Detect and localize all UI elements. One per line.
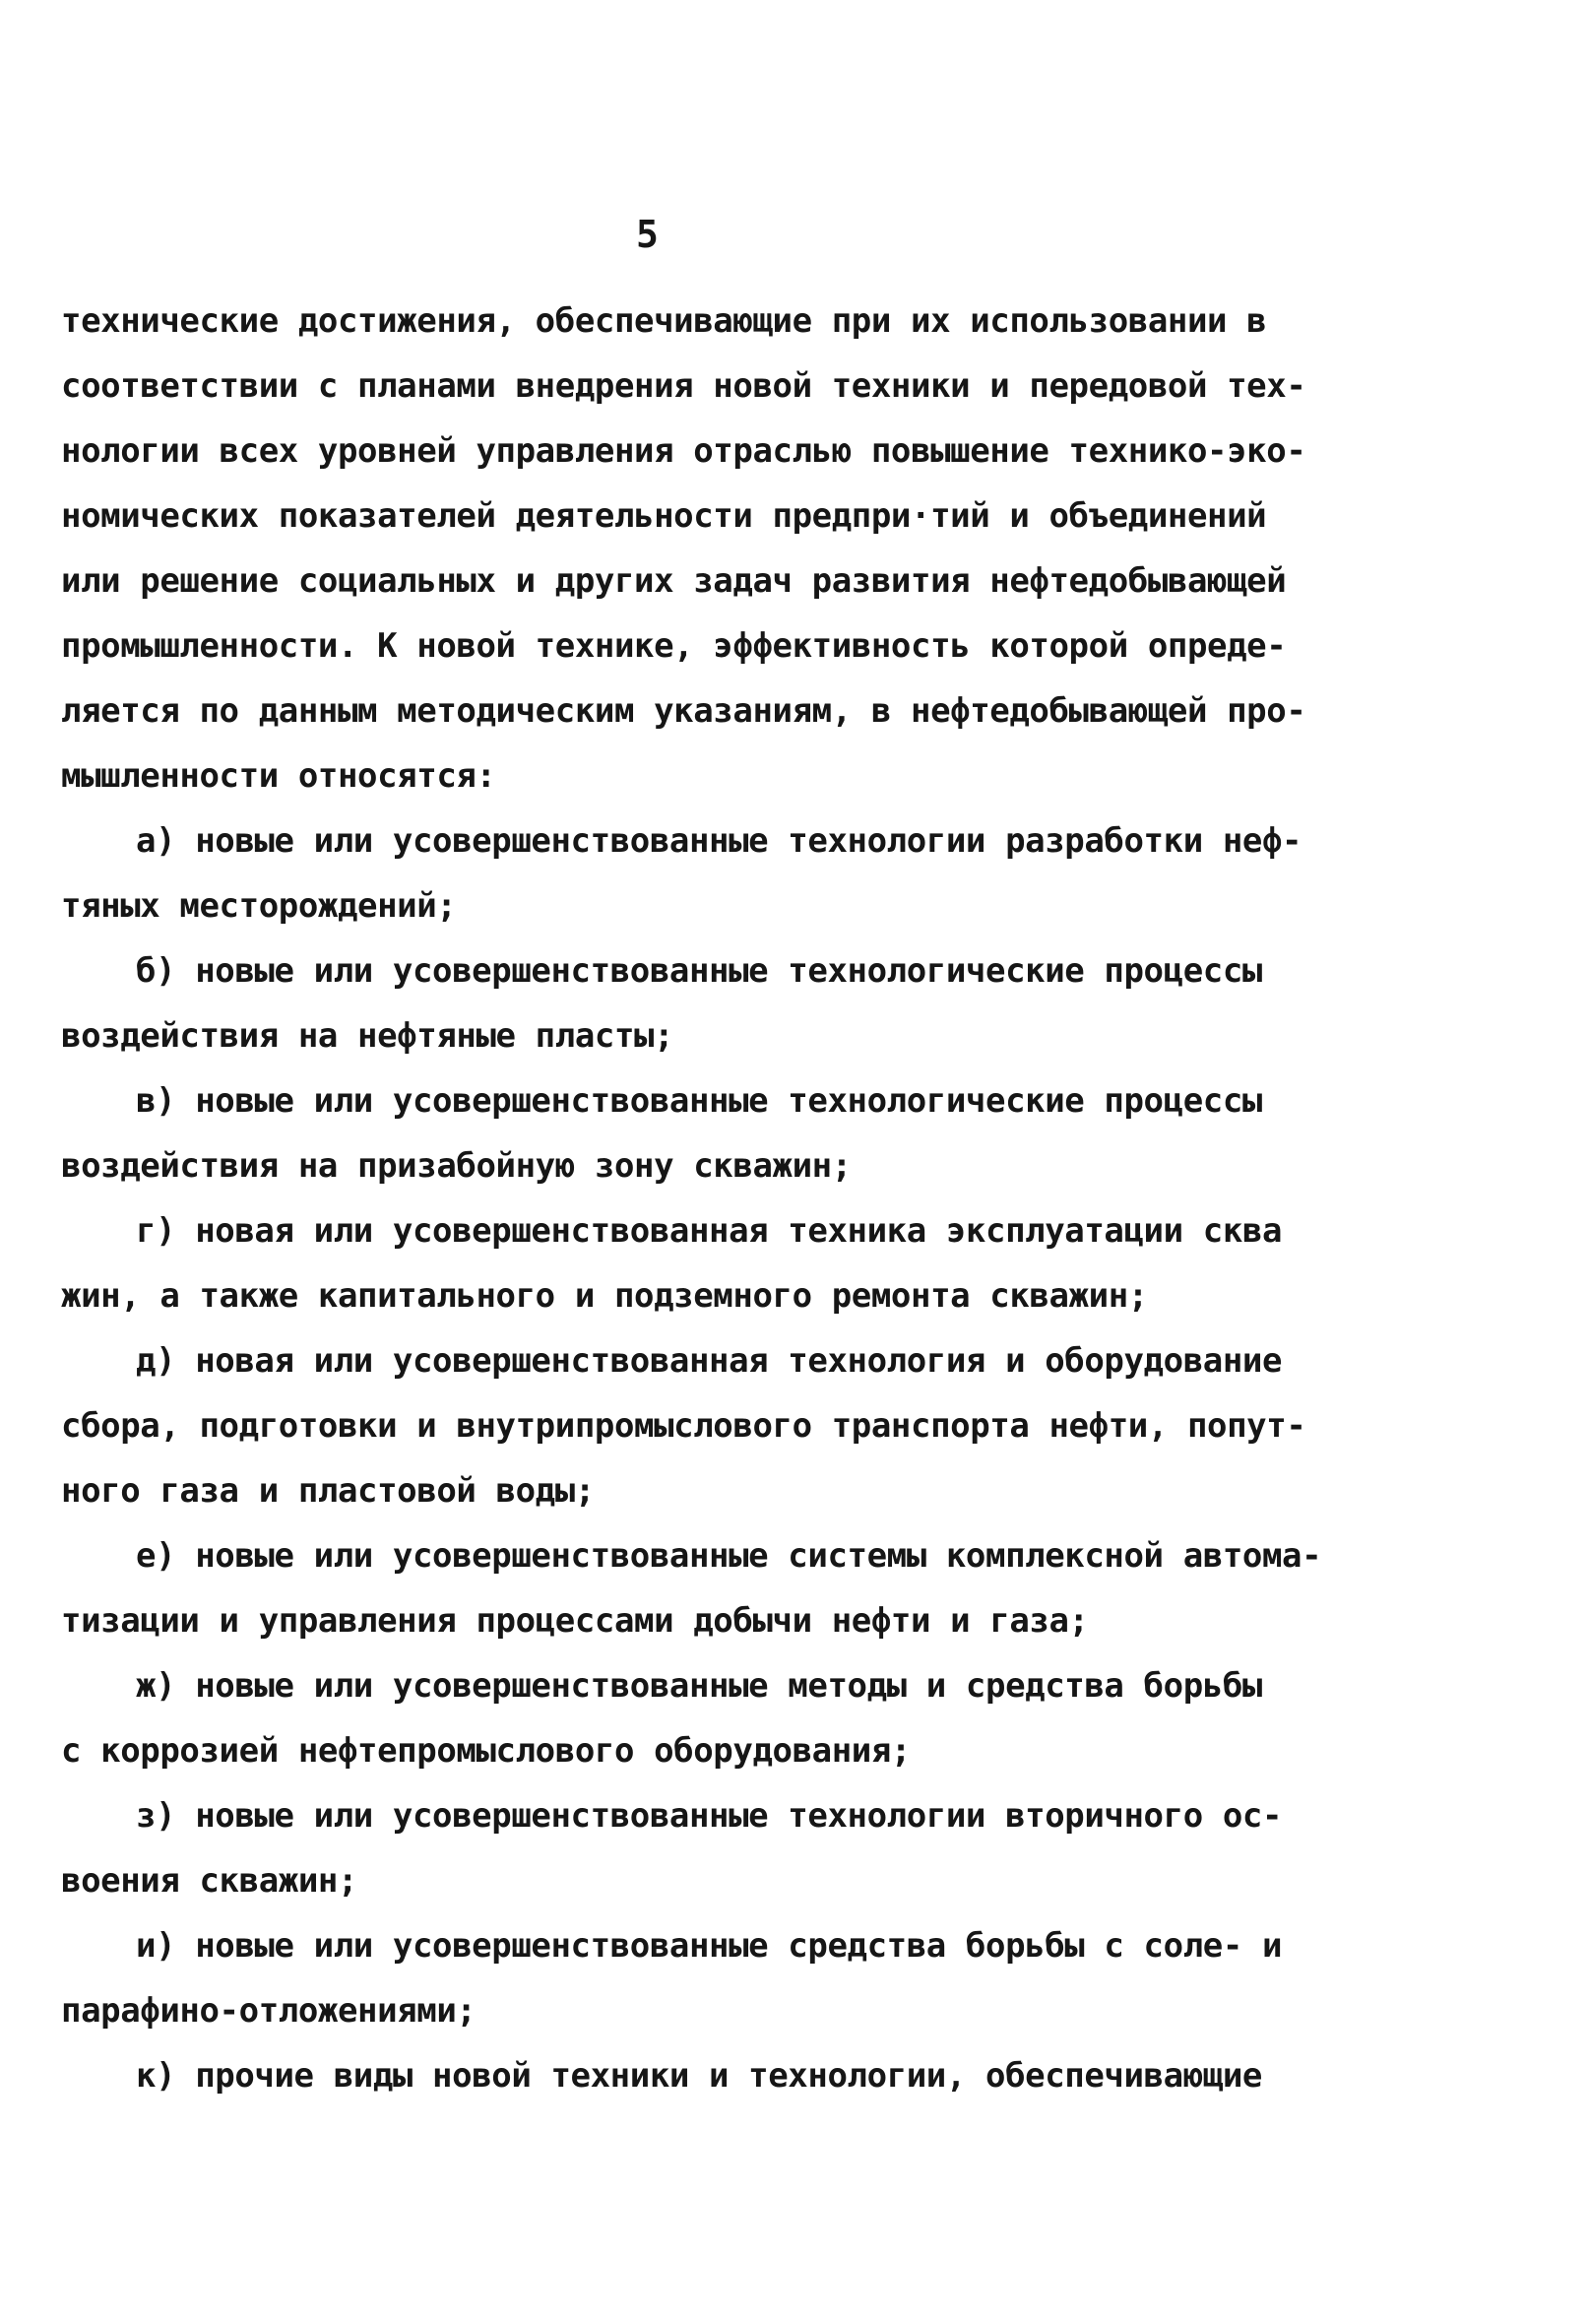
list-item-e-continuation: тизации и управления процессами добычи нефти и газа; <box>61 1601 1089 1641</box>
list-item-v-continuation: воздействия на призабойную зону скважин; <box>61 1146 852 1186</box>
text-line: ляется по данным методическим указаниям, в нефтедобывающей про- <box>61 691 1306 731</box>
list-item-k: к) прочие виды новой техники и технологии, обеспечивающие <box>136 2056 1262 2096</box>
list-item-z-continuation: воения скважин; <box>61 1861 358 1901</box>
text-line: номических показателей деятельности предпри·тий и объединений <box>61 496 1267 536</box>
text-line: мышленности относятся: <box>61 756 496 796</box>
list-item-a: а) новые или усовершенствованные технологии разработки неф- <box>136 821 1302 861</box>
list-item-g-continuation: жин, а также капитального и подземного ремонта скважин; <box>61 1276 1148 1316</box>
text-line: или решение социальных и других задач развития нефтедобывающей <box>61 561 1287 601</box>
text-line: технические достижения, обеспечивающие при их использовании в <box>61 301 1267 341</box>
list-item-i-continuation: парафино-отложениями; <box>61 1991 476 2031</box>
list-item-e: е) новые или усовершенствованные системы комплексной автома- <box>136 1536 1322 1576</box>
list-item-i: и) новые или усовершенствованные средства борьбы с соле- и <box>136 1926 1283 1966</box>
list-item-d: д) новая или усовершенствованная технология и оборудование <box>136 1341 1283 1381</box>
list-item-zh-continuation: с коррозией нефтепромыслового оборудования; <box>61 1731 911 1771</box>
list-item-zh: ж) новые или усовершенствованные методы и средства борьбы <box>136 1666 1262 1706</box>
text-line: нологии всех уровней управления отраслью повышение технико-эко- <box>61 431 1306 471</box>
list-item-d-continuation: ного газа и пластовой воды; <box>61 1471 595 1511</box>
list-item-d-continuation: сбора, подготовки и внутрипромыслового транспорта нефти, попут- <box>61 1406 1306 1446</box>
page-number: 5 <box>636 213 659 256</box>
list-item-g: г) новая или усовершенствованная техника эксплуатации сква <box>136 1211 1283 1251</box>
list-item-b-continuation: воздействия на нефтяные пласты; <box>61 1016 674 1056</box>
list-item-a-continuation: тяных месторождений; <box>61 886 457 926</box>
text-line: промышленности. К новой технике, эффективность которой опреде- <box>61 626 1287 666</box>
list-item-z: з) новые или усовершенствованные технологии вторичного ос- <box>136 1796 1283 1836</box>
list-item-b: б) новые или усовершенствованные технологические процессы <box>136 951 1262 991</box>
text-line: соответствии с планами внедрения новой техники и передовой тех- <box>61 366 1306 406</box>
list-item-v: в) новые или усовершенствованные технологические процессы <box>136 1081 1262 1121</box>
